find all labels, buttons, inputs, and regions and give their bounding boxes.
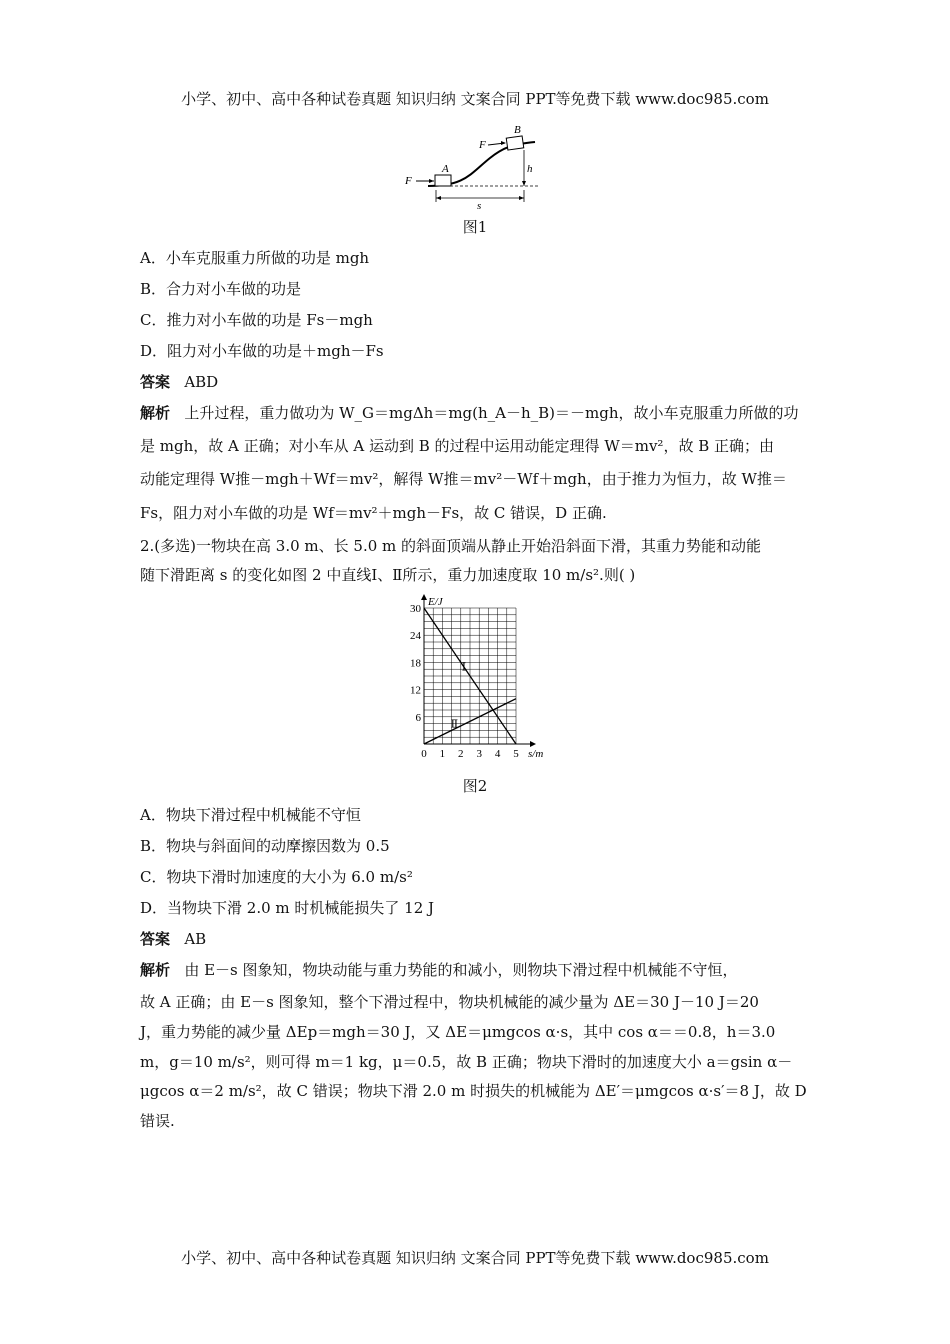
q1-analysis-line: 动能定理得 W推－mgh＋Wf＝mv²，解得 W推＝mv²－Wf＋mgh，由于推力为恒力，故 W推＝ xyxy=(140,470,787,488)
page-footer: 小学、初中、高中各种试卷真题 知识归纳 文案合同 PPT等免费下载 www.doc985.com xyxy=(181,1249,769,1267)
q1-analysis-line: 是 mgh，故 A 正确；对小车从 A 运动到 B 的过程中运用动能定理得 W＝mv²，故 B 正确；由 xyxy=(140,437,775,455)
figure-2-caption: 图2 xyxy=(462,777,488,795)
q2-answer-value: AB xyxy=(184,930,207,948)
q1-option-a: A．小车克服重力所做的功是 mgh xyxy=(140,249,370,267)
fig1-label-s: s xyxy=(477,200,482,210)
x-tick-label: 5 xyxy=(513,748,519,760)
series-label-ii: Ⅱ xyxy=(450,718,459,731)
fig1-label-a: A xyxy=(442,163,449,175)
y-tick-label: 24 xyxy=(410,630,421,643)
q2-analysis-line: J，重力势能的减少量 ΔEp＝mgh＝30 J，又 ΔE＝μmgcos α·s，其中 cos α＝＝0.8，h＝3.0 xyxy=(140,1023,776,1041)
figure-1-caption: 图1 xyxy=(462,218,488,236)
q1-analysis-label: 解析 xyxy=(140,404,171,422)
q2-option-a: A．物块下滑过程中机械能不守恒 xyxy=(140,806,361,824)
fig1-label-f-left: F xyxy=(405,175,412,187)
x-axis-arrow xyxy=(530,741,536,747)
y-tick-label: 6 xyxy=(415,711,421,724)
y-tick-label: 18 xyxy=(410,657,421,670)
q2-analysis-line: 错误. xyxy=(140,1112,175,1130)
q2-stem-line: 随下滑距离 s 的变化如图 2 中直线Ⅰ、Ⅱ所示，重力加速度取 10 m/s².则( ) xyxy=(140,566,636,584)
q2-answer-label: 答案 xyxy=(140,930,171,948)
q2-analysis-row-1 xyxy=(140,960,812,980)
series-label-i: Ⅰ xyxy=(461,661,467,674)
q1-analysis-line: Fs，阻力对小车做的功是 Wf＝mv²＋mgh－Fs，故 C 错误，D 正确. xyxy=(140,504,607,522)
x-axis-label: s/m xyxy=(528,748,544,760)
y-axis-arrow xyxy=(421,594,427,600)
q1-analysis-row-1 xyxy=(140,403,812,423)
figure-1-diagram xyxy=(400,118,550,210)
x-tick-label: 2 xyxy=(458,748,464,760)
q1-analysis-line: 上升过程，重力做功为 W_G＝mgΔh＝mg(h_A－h_B)＝－mgh，故小车克服重力所做的功 xyxy=(184,404,799,422)
q2-analysis-label: 解析 xyxy=(140,961,171,979)
fig1-label-f-top: F xyxy=(479,139,486,151)
q2-analysis-line: m，g＝10 m/s²，则可得 m＝1 kg，μ＝0.5，故 B 正确；物块下滑时的加速度大小 a＝gsin α－ xyxy=(140,1053,793,1071)
q1-answer-value: ABD xyxy=(184,373,219,391)
q2-option-d: D．当物块下滑 2.0 m 时机械能损失了 12 J xyxy=(140,899,435,917)
x-tick-label: 3 xyxy=(476,748,482,760)
y-tick-label: 12 xyxy=(410,684,421,697)
figure-2-chart xyxy=(396,592,552,764)
page-header: 小学、初中、高中各种试卷真题 知识归纳 文案合同 PPT等免费下载 www.doc985.com xyxy=(181,90,769,108)
q1-option-c: C．推力对小车做的功是 Fs－mgh xyxy=(140,311,373,329)
fig1-block-b xyxy=(506,136,524,150)
q2-answer-row xyxy=(140,929,812,949)
q1-option-d: D．阻力对小车做的功是＋mgh－Fs xyxy=(140,342,384,360)
fig1-label-h: h xyxy=(527,163,533,175)
q1-option-b: B．合力对小车做的功是 xyxy=(140,280,302,298)
q1-answer-row xyxy=(140,372,812,392)
q2-analysis-line: 由 E－s 图象知，物块动能与重力势能的和减小，则物块下滑过程中机械能不守恒， xyxy=(184,961,738,979)
fig1-block-a xyxy=(435,175,451,186)
x-tick-label: 0 xyxy=(421,748,427,760)
q2-stem-line: 2.(多选)一物块在高 3.0 m、长 5.0 m 的斜面顶端从静止开始沿斜面下滑，其重力势能和动能 xyxy=(140,537,762,555)
y-axis-label: E/J xyxy=(428,596,443,608)
q2-analysis-line: 故 A 正确；由 E－s 图象知，整个下滑过程中，物块机械能的减少量为 ΔE＝30 J－10 J＝20 xyxy=(140,993,759,1011)
x-tick-label: 4 xyxy=(494,748,501,760)
q1-answer-label: 答案 xyxy=(140,373,171,391)
x-tick-label: 1 xyxy=(439,748,446,760)
fig1-label-b: B xyxy=(514,124,521,136)
q2-analysis-line: μgcos α＝2 m/s²，故 C 错误；物块下滑 2.0 m 时损失的机械能为 ΔE′＝μmgcos α·s′＝8 J，故 D xyxy=(140,1082,807,1100)
q2-option-c: C．物块下滑时加速度的大小为 6.0 m/s² xyxy=(140,868,413,886)
q2-option-b: B．物块与斜面间的动摩擦因数为 0.5 xyxy=(140,837,390,855)
y-tick-label: 30 xyxy=(410,603,421,615)
